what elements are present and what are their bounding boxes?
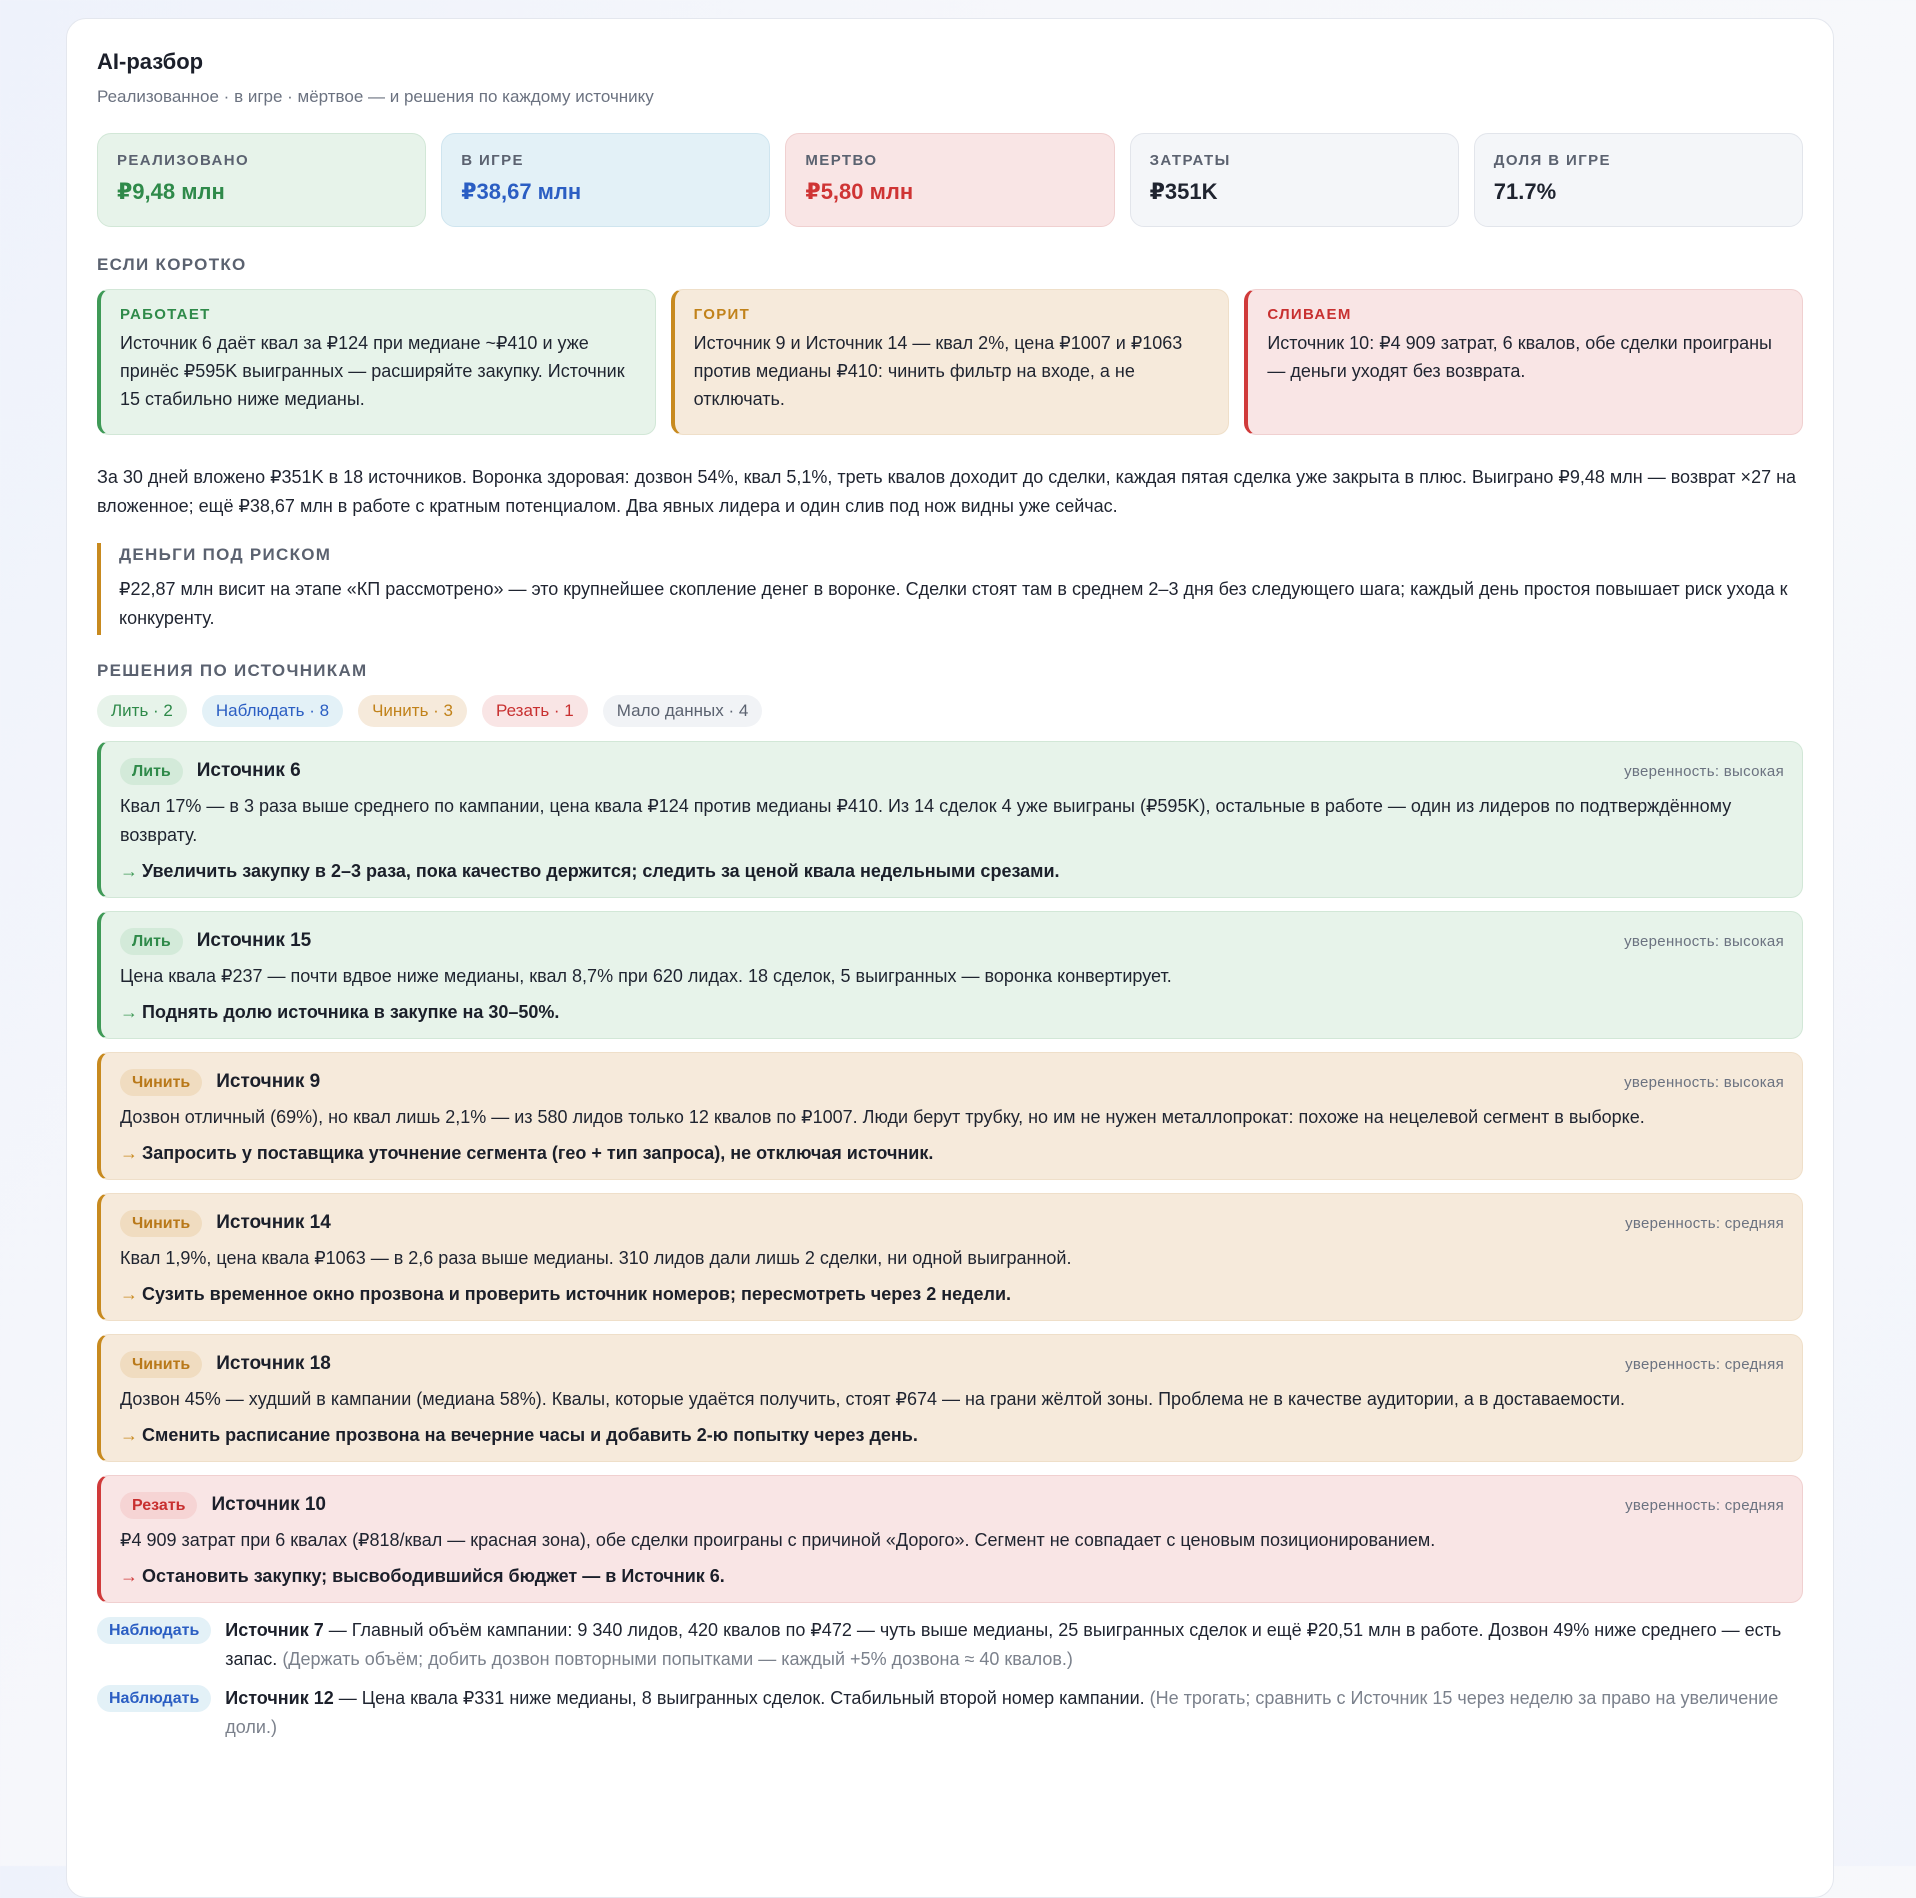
- decision-action-text: Сменить расписание прозвона на вечерние часы и добавить 2-ю попытку через день.: [142, 1425, 918, 1445]
- kpi-label: РЕАЛИЗОВАНО: [117, 152, 250, 169]
- decision-card-header: [120, 926, 1784, 956]
- decision-action-text: Сузить временное окно прозвона и проверить источник номеров; пересмотреть через 2 недели.: [142, 1284, 1012, 1304]
- watch-item-source-12: [97, 1684, 1803, 1742]
- kpi-share-in-play: [1474, 133, 1803, 227]
- decision-action: [120, 1562, 1784, 1590]
- decision-action-text: Запросить у поставщика уточнение сегмента (гео + тип запроса), не отключая источник.: [142, 1143, 934, 1163]
- decision-badge: Чинить: [120, 1069, 202, 1096]
- money-at-risk-callout: [97, 543, 1803, 635]
- watch-text: [225, 1616, 1803, 1674]
- arrow-right-icon: →: [120, 1284, 138, 1304]
- arrow-right-icon: →: [120, 1566, 138, 1586]
- confidence-label: уверенность: средняя: [1625, 1355, 1784, 1373]
- decision-action: [120, 1139, 1784, 1167]
- filter-cut[interactable]: Резать · 1: [482, 695, 588, 727]
- source-name: Источник 9: [216, 1071, 321, 1092]
- summary-card-draining: [1244, 289, 1803, 435]
- decision-action: [120, 998, 1784, 1026]
- confidence-label: уверенность: средняя: [1625, 1496, 1784, 1514]
- decision-card-source-10: [97, 1475, 1803, 1603]
- summary-card-title: ГОРИТ: [693, 306, 751, 323]
- watch-note: (Не трогать; сравнить с Источник 15 через неделю за право на увеличение доли.): [225, 1688, 1779, 1737]
- summary-card-burning: [671, 289, 1230, 435]
- summary-card-title: РАБОТАЕТ: [120, 306, 211, 323]
- decision-action-text: Остановить закупку; высвободившийся бюджет — в Источник 6.: [142, 1566, 725, 1586]
- page-title: AI-разбор: [97, 49, 204, 74]
- filter-watch[interactable]: Наблюдать · 8: [202, 695, 343, 727]
- decision-card-header: [120, 1067, 1784, 1097]
- source-name: Источник 6: [196, 760, 301, 781]
- watch-separator: —: [323, 1620, 352, 1640]
- summary-card-text: Источник 10: ₽4 909 затрат, 6 квалов, обе сделки проиграны — деньги уходят без возврата.: [1267, 333, 1772, 381]
- filter-fix[interactable]: Чинить · 3: [358, 695, 467, 727]
- kpi-value: ₽38,67 млн: [461, 179, 582, 204]
- kpi-label: В ИГРЕ: [461, 152, 524, 169]
- arrow-right-icon: →: [120, 1002, 138, 1022]
- decision-badge: Лить: [120, 758, 183, 785]
- confidence-label: уверенность: высокая: [1624, 762, 1784, 780]
- summary-cards: [97, 289, 1803, 435]
- kpi-label: МЕРТВО: [805, 152, 878, 169]
- kpi-label: ДОЛЯ В ИГРЕ: [1493, 152, 1611, 169]
- decision-card-header: [120, 1208, 1784, 1238]
- watch-badge: Наблюдать: [97, 1685, 211, 1712]
- watch-badge: Наблюдать: [97, 1617, 211, 1644]
- arrow-right-icon: →: [120, 861, 138, 881]
- source-name: Источник 15: [196, 930, 312, 951]
- overview-text: За 30 дней вложено ₽351K в 18 источников. Воронка здоровая: дозвон 54%, квал 5,1%, треть квалов доходит до сделки, каждая пятая сделка уже закрыта в плюс. Выиграно ₽9,48 млн — возврат ×27 на вложенное; ещё ₽38,67 млн в работе с кратным потенциалом. Два явных лидера и один слив под нож видны уже сейчас.: [97, 467, 1797, 516]
- kpi-label: ЗАТРАТЫ: [1149, 152, 1231, 169]
- watch-description: Главный объём кампании: 9 340 лидов, 420 квалов по ₽472 — чуть выше медианы, 25 выигранных сделок и ещё ₽20,51 млн в работе. Дозвон 49% ниже среднего — есть запас.: [225, 1620, 1782, 1669]
- decision-badge: Лить: [120, 928, 183, 955]
- decision-text: Цена квала ₽237 — почти вдвое ниже медианы, квал 8,7% при 620 лидах. 18 сделок, 5 выигранных — воронка конвертирует.: [120, 966, 1172, 986]
- decision-badge: Резать: [120, 1492, 197, 1519]
- filter-pour[interactable]: Лить · 2: [97, 695, 187, 727]
- source-name: Источник 12: [225, 1688, 334, 1708]
- source-name: Источник 7: [225, 1620, 324, 1640]
- watch-separator: —: [333, 1688, 362, 1708]
- summary-card-text: Источник 9 и Источник 14 — квал 2%, цена ₽1007 и ₽1063 против медианы ₽410: чинить фильтр на входе, а не отключать.: [693, 333, 1183, 409]
- kpi-value: 71.7%: [1493, 179, 1557, 204]
- source-name: Источник 14: [216, 1212, 331, 1233]
- kpi-costs: [1130, 133, 1459, 227]
- risk-title: ДЕНЬГИ ПОД РИСКОМ: [119, 545, 332, 564]
- watch-item-source-7: [97, 1616, 1803, 1674]
- decision-text: Квал 1,9%, цена квала ₽1063 — в 2,6 раза выше медианы. 310 лидов дали лишь 2 сделки, ни одной выигранной.: [120, 1248, 1072, 1268]
- kpi-value: ₽5,80 млн: [805, 179, 914, 204]
- confidence-label: уверенность: средняя: [1625, 1214, 1784, 1232]
- kpi-value: ₽9,48 млн: [117, 179, 225, 204]
- decision-text: ₽4 909 затрат при 6 квалах (₽818/квал — красная зона), обе сделки проиграны с причиной «Дорого». Сегмент не совпадает с ценовым позиционированием.: [120, 1530, 1436, 1550]
- decision-action: [120, 1280, 1784, 1308]
- decision-card-source-15: [97, 911, 1803, 1039]
- watch-text: [225, 1684, 1803, 1742]
- kpi-in-play: [441, 133, 770, 227]
- ai-analysis-panel: [66, 18, 1834, 1898]
- decision-card-source-9: [97, 1052, 1803, 1180]
- arrow-right-icon: →: [120, 1143, 138, 1163]
- decision-action-text: Поднять долю источника в закупке на 30–50%.: [142, 1002, 560, 1022]
- risk-text: ₽22,87 млн висит на этапе «КП рассмотрено» — это крупнейшее скопление денег в воронке. Сделки стоят там в среднем 2–3 дня без следующего шага; каждый день простоя повышает риск ухода к конкуренту.: [119, 579, 1788, 628]
- decision-text: Дозвон 45% — худший в кампании (медиана 58%). Квалы, которые удаётся получить, стоят ₽674 — на грани жёлтой зоны. Проблема не в качестве аудитории, а в доставаемости.: [120, 1389, 1626, 1409]
- kpi-realized: [97, 133, 426, 227]
- decision-card-source-6: [97, 741, 1803, 898]
- summary-section-label: ЕСЛИ КОРОТКО: [97, 255, 247, 274]
- decision-card-header: [120, 1349, 1784, 1379]
- decision-filters: [97, 695, 1803, 727]
- decision-card-header: [120, 756, 1784, 786]
- decision-card-source-14: [97, 1193, 1803, 1321]
- decision-text: Дозвон отличный (69%), но квал лишь 2,1% — из 580 лидов только 12 квалов по ₽1007. Люди берут трубку, но им не нужен металлопрокат: похоже на нецелевой сегмент в выборке.: [120, 1107, 1645, 1127]
- decision-text: Квал 17% — в 3 раза выше среднего по кампании, цена квала ₽124 против медианы ₽410. Из 14 сделок 4 уже выиграны (₽595K), остальные в работе — один из лидеров по подтверждённому возврату.: [120, 796, 1732, 845]
- page-subtitle: Реализованное · в игре · мёртвое — и решения по каждому источнику: [97, 87, 654, 106]
- summary-card-works: [97, 289, 656, 435]
- kpi-dead: [785, 133, 1114, 227]
- summary-card-title: СЛИВАЕМ: [1267, 306, 1352, 323]
- summary-card-text: Источник 6 даёт квал за ₽124 при медиане ~₽410 и уже принёс ₽595K выигранных — расширяйте закупку. Источник 15 стабильно ниже медианы.: [120, 333, 625, 409]
- confidence-label: уверенность: высокая: [1624, 932, 1784, 950]
- watch-note: (Держать объём; добить дозвон повторными попытками — каждый +5% дозвона ≈ 40 квалов.): [277, 1649, 1073, 1669]
- decision-card-header: [120, 1490, 1784, 1520]
- filter-low-data[interactable]: Мало данных · 4: [603, 695, 763, 727]
- decision-badge: Чинить: [120, 1351, 202, 1378]
- source-name: Источник 10: [211, 1494, 327, 1515]
- decision-card-source-18: [97, 1334, 1803, 1462]
- kpi-value: ₽351K: [1149, 179, 1218, 204]
- source-name: Источник 18: [216, 1353, 331, 1374]
- decision-action: [120, 857, 1784, 885]
- kpi-row: [97, 133, 1803, 227]
- watch-description: Цена квала ₽331 ниже медианы, 8 выигранных сделок. Стабильный второй номер кампании.: [361, 1688, 1145, 1708]
- decision-action: [120, 1421, 1784, 1449]
- decision-action-text: Увеличить закупку в 2–3 раза, пока качество держится; следить за ценой квала недельными срезами.: [142, 861, 1060, 881]
- confidence-label: уверенность: высокая: [1624, 1073, 1784, 1091]
- arrow-right-icon: →: [120, 1425, 138, 1445]
- decision-badge: Чинить: [120, 1210, 202, 1237]
- decisions-section-label: РЕШЕНИЯ ПО ИСТОЧНИКАМ: [97, 661, 368, 680]
